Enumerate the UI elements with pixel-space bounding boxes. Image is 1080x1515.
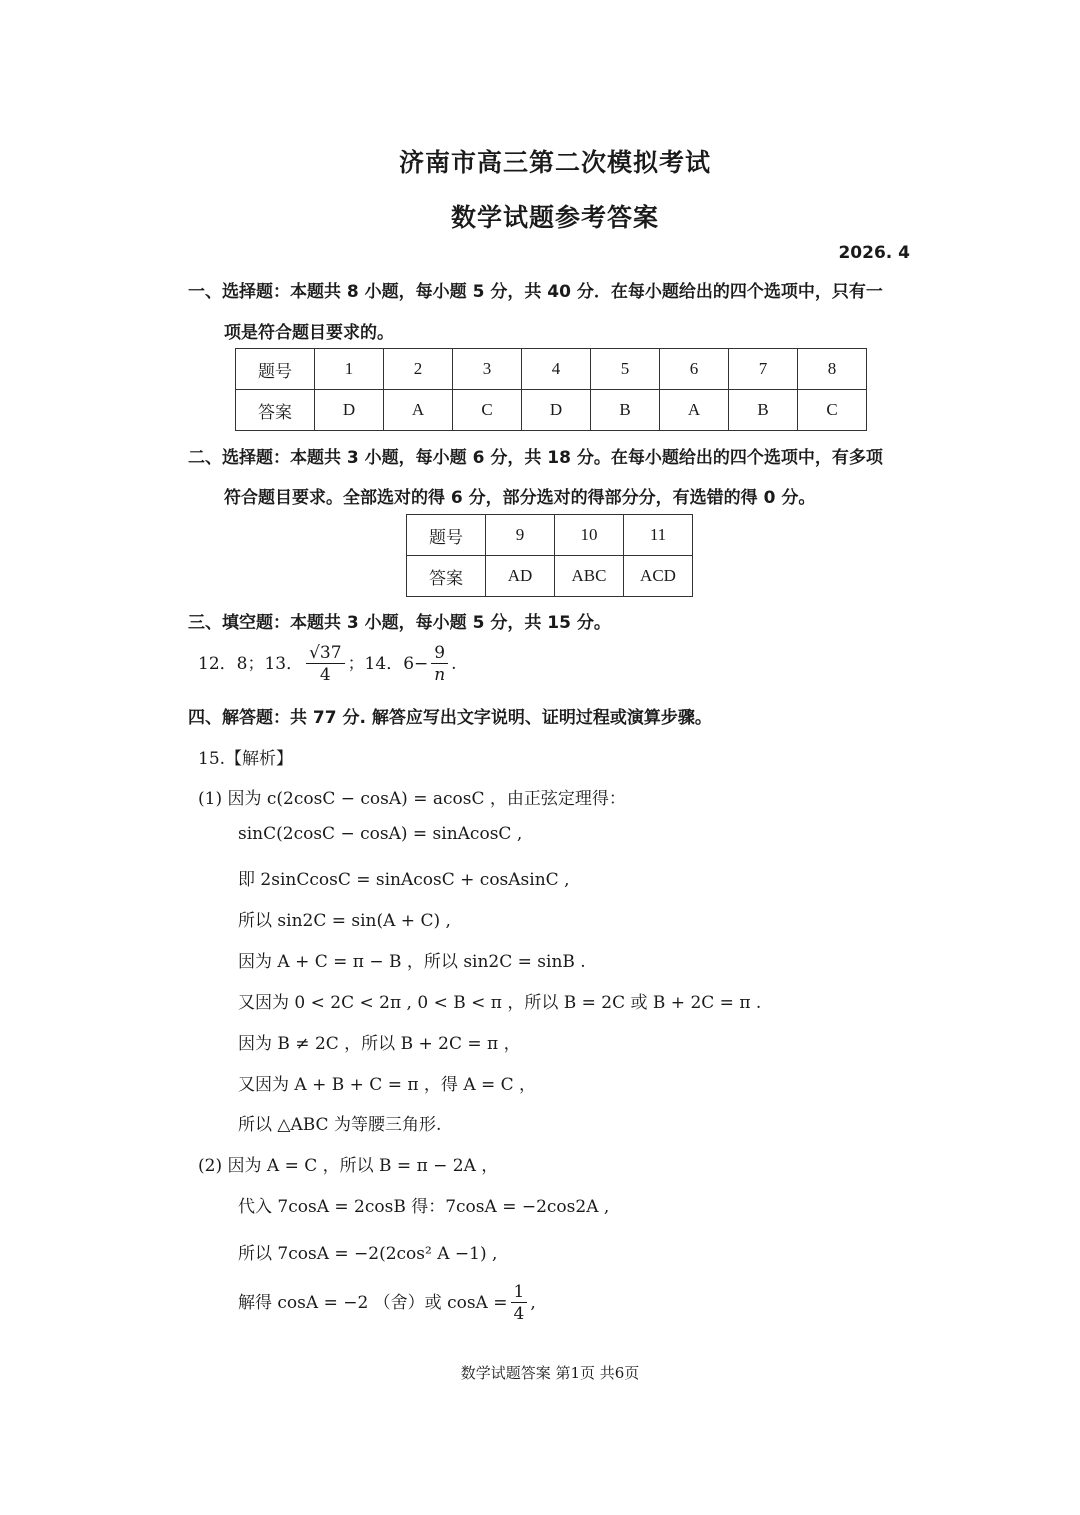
table-cell: 2 bbox=[384, 349, 453, 390]
section3-answers bbox=[198, 640, 457, 688]
table-cell: 10 bbox=[555, 515, 624, 556]
fraction-q13 bbox=[306, 643, 344, 686]
section2-heading: 二、选择题：本题共 3 小题，每小题 6 分，共 18 分。在每小题给出的四个选项中，有多项 bbox=[188, 448, 883, 468]
page-footer: 数学试题答案 第1页 共6页 bbox=[460, 1364, 640, 1382]
fraction-numerator: √37 bbox=[306, 643, 344, 664]
answer-12-13-prefix: 12．8；13． bbox=[198, 654, 304, 674]
fraction-denominator: 4 bbox=[319, 665, 331, 685]
solution-line: 因为 A + C = π − B ，所以 sin2C = sinB . bbox=[238, 952, 586, 972]
solution-line: (2) 因为 A = C ，所以 B = π − 2A ， bbox=[198, 1156, 499, 1176]
section2-answer-table bbox=[406, 514, 693, 597]
table-cell: 6 bbox=[660, 349, 729, 390]
row-label-number: 题号 bbox=[236, 349, 315, 390]
table-cell: 4 bbox=[522, 349, 591, 390]
table-cell: 8 bbox=[798, 349, 867, 390]
solution-line: (1) 因为 c(2cosC − cosA) = acosC ，由正弦定理得： bbox=[198, 789, 626, 809]
solution-line: 所以 △ABC 为等腰三角形. bbox=[238, 1115, 442, 1135]
section1-heading-cont: 项是符合题目要求的。 bbox=[224, 323, 394, 343]
document-date: 2026. 4 bbox=[838, 243, 910, 263]
table-cell: ABC bbox=[555, 556, 624, 597]
solution-line: 所以 7cosA = −2(2cos² A −1) , bbox=[238, 1244, 498, 1264]
table-row-answers bbox=[236, 390, 867, 431]
question-15-label: 15.【解析】 bbox=[198, 749, 294, 769]
fraction-denominator: n bbox=[434, 665, 446, 685]
table-cell: D bbox=[315, 390, 384, 431]
table-cell: 9 bbox=[486, 515, 555, 556]
table-cell: 7 bbox=[729, 349, 798, 390]
table-cell: 5 bbox=[591, 349, 660, 390]
solution-last-line-text: 解得 cosA = −2 （舍）或 cosA = bbox=[238, 1293, 508, 1313]
answer-separator: ；14． bbox=[347, 654, 404, 674]
solution-line: 又因为 A + B + C = π ，得 A = C ， bbox=[238, 1075, 537, 1095]
table-cell: C bbox=[453, 390, 522, 431]
table-cell: 3 bbox=[453, 349, 522, 390]
fraction-denominator: 4 bbox=[513, 1304, 525, 1324]
solution-line: 所以 sin2C = sin(A + C) , bbox=[238, 911, 451, 931]
solution-line: 又因为 0 < 2C < 2π , 0 < B < π ，所以 B = 2C 或 B + 2C = π . bbox=[238, 993, 762, 1013]
fraction-q14 bbox=[431, 643, 448, 686]
table-cell: A bbox=[660, 390, 729, 431]
table-row-answers bbox=[407, 556, 693, 597]
table-cell: B bbox=[591, 390, 660, 431]
row-label-answer: 答案 bbox=[236, 390, 315, 431]
table-cell: C bbox=[798, 390, 867, 431]
section2-heading-cont: 符合题目要求。全部选对的得 6 分，部分选对的得部分分，有选错的得 0 分。 bbox=[224, 488, 816, 508]
fraction-numerator: 9 bbox=[431, 643, 448, 664]
document-subtitle: 数学试题参考答案 bbox=[450, 203, 659, 232]
section1-heading: 一、选择题：本题共 8 小题，每小题 5 分，共 40 分．在每小题给出的四个选项中，只有一 bbox=[188, 282, 883, 302]
table-cell: ACD bbox=[624, 556, 693, 597]
exam-title: 济南市高三第二次模拟考试 bbox=[398, 148, 711, 177]
section1-answer-table bbox=[235, 348, 867, 431]
table-row-numbers bbox=[236, 349, 867, 390]
solution-line: 代入 7cosA = 2cosB 得：7cosA = −2cos2A , bbox=[238, 1197, 610, 1217]
answer-end: . bbox=[451, 654, 457, 674]
solution-line: 因为 B ≠ 2C ，所以 B + 2C = π ， bbox=[238, 1034, 521, 1054]
row-label-answer: 答案 bbox=[407, 556, 486, 597]
table-cell: 1 bbox=[315, 349, 384, 390]
table-row-numbers bbox=[407, 515, 693, 556]
table-cell: AD bbox=[486, 556, 555, 597]
answer-14-lead: 6− bbox=[403, 654, 429, 674]
table-cell: B bbox=[729, 390, 798, 431]
solution-last-line-end: , bbox=[530, 1293, 536, 1313]
row-label-number: 题号 bbox=[407, 515, 486, 556]
section3-heading: 三、填空题：本题共 3 小题，每小题 5 分，共 15 分。 bbox=[188, 613, 611, 633]
solution-line: 即 2sinCcosC = sinAcosC + cosAsinC , bbox=[238, 870, 570, 890]
fraction-cosA bbox=[511, 1282, 528, 1325]
section4-heading: 四、解答题：共 77 分. 解答应写出文字说明、证明过程或演算步骤。 bbox=[188, 708, 712, 728]
table-cell: D bbox=[522, 390, 591, 431]
fraction-numerator: 1 bbox=[511, 1282, 528, 1303]
table-cell: A bbox=[384, 390, 453, 431]
table-cell: 11 bbox=[624, 515, 693, 556]
solution-line: sinC(2cosC − cosA) = sinAcosC , bbox=[238, 824, 523, 844]
solution-last-line bbox=[238, 1280, 536, 1326]
